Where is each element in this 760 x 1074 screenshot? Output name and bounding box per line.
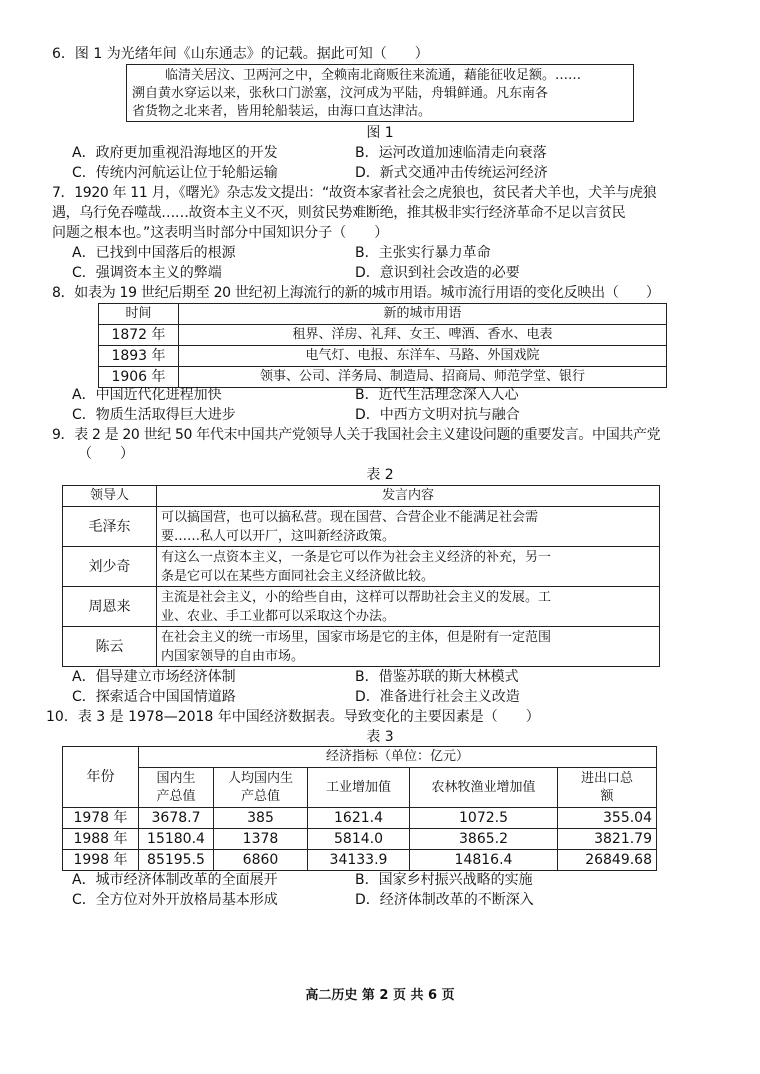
q10-header-industry: 工业增加值	[308, 768, 410, 808]
q9-option-d[interactable]: D．准备进行社会主义改造	[355, 689, 520, 705]
q10-row3-per-capita: 6860	[214, 850, 308, 871]
q10-header-gdp	[139, 768, 214, 808]
q10-header-per-capita	[214, 768, 308, 808]
q8-row3-year: 1906 年	[99, 367, 179, 388]
q9-header-speech: 发言内容	[157, 486, 660, 507]
q7-option-a[interactable]: A．已找到中国落后的根源	[72, 245, 236, 261]
table-row	[99, 346, 667, 367]
q9-option-b[interactable]: B．借鉴苏联的斯大林模式	[355, 669, 519, 685]
table-row	[63, 808, 657, 829]
q8-table	[98, 303, 667, 388]
q7-option-b[interactable]: B．主张实行暴力革命	[355, 245, 491, 261]
q10-header-gdp-line1: 国内生	[156, 770, 196, 786]
q10-header-year: 年份	[63, 747, 139, 808]
q8-row1-terms: 租界、洋房、礼拜、女王、啤酒、香水、电表	[179, 325, 667, 346]
q10-option-b[interactable]: B．国家乡村振兴战略的实施	[355, 872, 533, 888]
q7-option-c[interactable]: C．强调资本主义的弊端	[72, 265, 222, 281]
q6-option-a[interactable]: A．政府更加重视沿海地区的开发	[72, 145, 278, 161]
table-row	[63, 547, 660, 587]
q6-option-c[interactable]: C．传统内河航运让位于轮船运输	[72, 165, 278, 181]
q9-header-row	[63, 486, 660, 507]
q9-row4-speech-line2: 内国家领导的自由市场。	[161, 648, 305, 664]
page-footer: 高二历史 第 2 页 共 6 页	[305, 988, 455, 1003]
q9-row3-speech-line1: 主流是社会主义，小的给些自由，这样可以帮助社会主义的发展。工	[161, 589, 552, 605]
q10-header-agriculture: 农林牧渔业增加值	[410, 768, 558, 808]
q7-line3: 问题之根本也。”这表明当时部分中国知识分子（ ）	[52, 225, 389, 241]
q10-header-gdp-line2: 产总值	[156, 788, 196, 804]
q10-option-d[interactable]: D．经济体制改革的不断深入	[355, 892, 534, 908]
q8-row1-year: 1872 年	[99, 325, 179, 346]
q10-header-trade-line2: 额	[600, 788, 614, 804]
q9-row3-speech	[157, 587, 660, 627]
q10-row2-year: 1988 年	[63, 829, 139, 850]
q10-header-group: 经济指标（单位：亿元）	[139, 747, 657, 768]
table-row	[63, 587, 660, 627]
q10-table	[62, 746, 657, 871]
q10-row2-industry: 5814.0	[308, 829, 410, 850]
q6-option-b[interactable]: B．运河改道加速临清走向衰落	[355, 145, 547, 161]
table-row	[63, 627, 660, 667]
q9-row4-leader: 陈云	[63, 627, 157, 667]
q6-caption: 图 1	[366, 125, 394, 141]
q8-option-b[interactable]: B．近代生活理念深入人心	[355, 387, 519, 403]
table-row	[63, 850, 657, 871]
q7-option-d[interactable]: D．意识到社会改造的必要	[355, 265, 520, 281]
q10-caption: 表 3	[366, 729, 394, 745]
q10-row1-gdp: 3678.7	[139, 808, 214, 829]
q8-option-d[interactable]: D．中西方文明对抗与融合	[355, 407, 520, 423]
q8-header-time: 时间	[99, 304, 179, 325]
q10-row2-gdp: 15180.4	[139, 829, 214, 850]
q7-line1: 7．1920 年 11 月，《曙光》杂志发文提出：“故资本家者社会之虎狼也，贫民者犬羊也，犬羊与虎狼	[52, 185, 657, 201]
table-row	[63, 507, 660, 547]
q8-row2-year: 1893 年	[99, 346, 179, 367]
q10-row3-agriculture: 14816.4	[410, 850, 558, 871]
q9-row1-speech-line1: 可以搞国营，也可以搞私营。现在国营、合营企业不能满足社会需	[161, 509, 539, 525]
q10-row2-agriculture: 3865.2	[410, 829, 558, 850]
q10-row2-per-capita: 1378	[214, 829, 308, 850]
q9-row4-speech-line1: 在社会主义的统一市场里，国家市场是它的主体，但是附有一定范围	[161, 629, 552, 645]
q10-header-trade	[558, 768, 657, 808]
q6-stem: 6．图 1 为光绪年间《山东通志》的记载。据此可知（ ）	[52, 46, 429, 62]
q9-row2-leader: 刘少奇	[63, 547, 157, 587]
q10-header-row1	[63, 747, 657, 768]
q10-row1-per-capita: 385	[214, 808, 308, 829]
q8-option-a[interactable]: A．中国近代化进程加快	[72, 387, 222, 403]
q8-row2-terms: 电气灯、电报、东洋车、马路、外国戏院	[179, 346, 667, 367]
q6-quote-line2: 溯自黄水穿运以来，张秋口门淤塞，汶河成为平陆，舟辑鲜通。凡东南各	[132, 86, 549, 101]
q9-row1-speech	[157, 507, 660, 547]
q10-row1-industry: 1621.4	[308, 808, 410, 829]
q10-row3-year: 1998 年	[63, 850, 139, 871]
q10-row3-gdp: 85195.5	[139, 850, 214, 871]
q9-row3-speech-line2: 业、农业、手工业都可以采取这个办法。	[161, 608, 396, 624]
q10-row1-agriculture: 1072.5	[410, 808, 558, 829]
q9-header-leader: 领导人	[63, 486, 157, 507]
q9-row4-speech	[157, 627, 660, 667]
q9-line2: （ ）	[78, 446, 134, 462]
q9-row2-speech	[157, 547, 660, 587]
q10-row2-trade: 3821.79	[558, 829, 657, 850]
q9-table	[62, 485, 660, 667]
q10-option-c[interactable]: C．全方位对外开放格局基本形成	[72, 892, 278, 908]
q7-line2: 遇，乌行免吞噬哉……故资本主义不灭，则贫民势难断绝，推其极非实行经济革命不足以言贫民	[52, 205, 626, 221]
q9-option-a[interactable]: A．倡导建立市场经济体制	[72, 669, 236, 685]
q10-header-per-capita-line1: 人均国内生	[227, 770, 293, 786]
q10-option-a[interactable]: A．城市经济体制改革的全面展开	[72, 872, 278, 888]
q9-row2-speech-line1: 有这么一点资本主义，一条是它可以作为社会主义经济的补充，另一	[161, 549, 552, 565]
q9-option-c[interactable]: C．探索适合中国国情道路	[72, 689, 236, 705]
q9-row1-speech-line2: 要……私人可以开厂，这叫新经济政策。	[161, 528, 396, 544]
q9-row2-speech-line2: 条是它可以在某些方面同社会主义经济做比较。	[161, 568, 435, 584]
q9-row3-leader: 周恩来	[63, 587, 157, 627]
q10-header-row2	[63, 768, 657, 808]
q6-option-d[interactable]: D．新式交通冲击传统运河经济	[355, 165, 548, 181]
q8-header-row	[99, 304, 667, 325]
q9-line1: 9．表 2 是 20 世纪 50 年代末中国共产党领导人关于我国社会主义建设问题的重要发言。中国共产党	[52, 427, 661, 443]
q10-header-trade-line1: 进出口总	[580, 770, 633, 786]
q8-stem: 8．如表为 19 世纪后期至 20 世纪初上海流行的新的城市用语。城市流行用语的变化反映出（ ）	[52, 285, 660, 301]
q9-caption: 表 2	[366, 467, 394, 483]
q6-quote-line3: 省货物之北来者，皆用轮船装运，由海口直达津沽。	[132, 104, 432, 119]
q10-stem: 10．表 3 是 1978—2018 年中国经济数据表。导致变化的主要因素是（ ）	[46, 709, 540, 725]
q10-row3-trade: 26849.68	[558, 850, 657, 871]
table-row	[63, 829, 657, 850]
q8-row3-terms: 领事、公司、洋务局、制造局、招商局、师范学堂、银行	[179, 367, 667, 388]
q10-row1-trade: 355.04	[558, 808, 657, 829]
q10-row1-year: 1978 年	[63, 808, 139, 829]
q10-row3-industry: 34133.9	[308, 850, 410, 871]
q8-header-terms: 新的城市用语	[179, 304, 667, 325]
q10-header-per-capita-line2: 产总值	[240, 788, 280, 804]
q6-quote-line1: 临清关居汶、卫两河之中，全赖南北商贩往来流通，藉能征收足额。……	[165, 68, 582, 83]
q8-option-c[interactable]: C．物质生活取得巨大进步	[72, 407, 236, 423]
table-row	[99, 325, 667, 346]
q9-row1-leader: 毛泽东	[63, 507, 157, 547]
